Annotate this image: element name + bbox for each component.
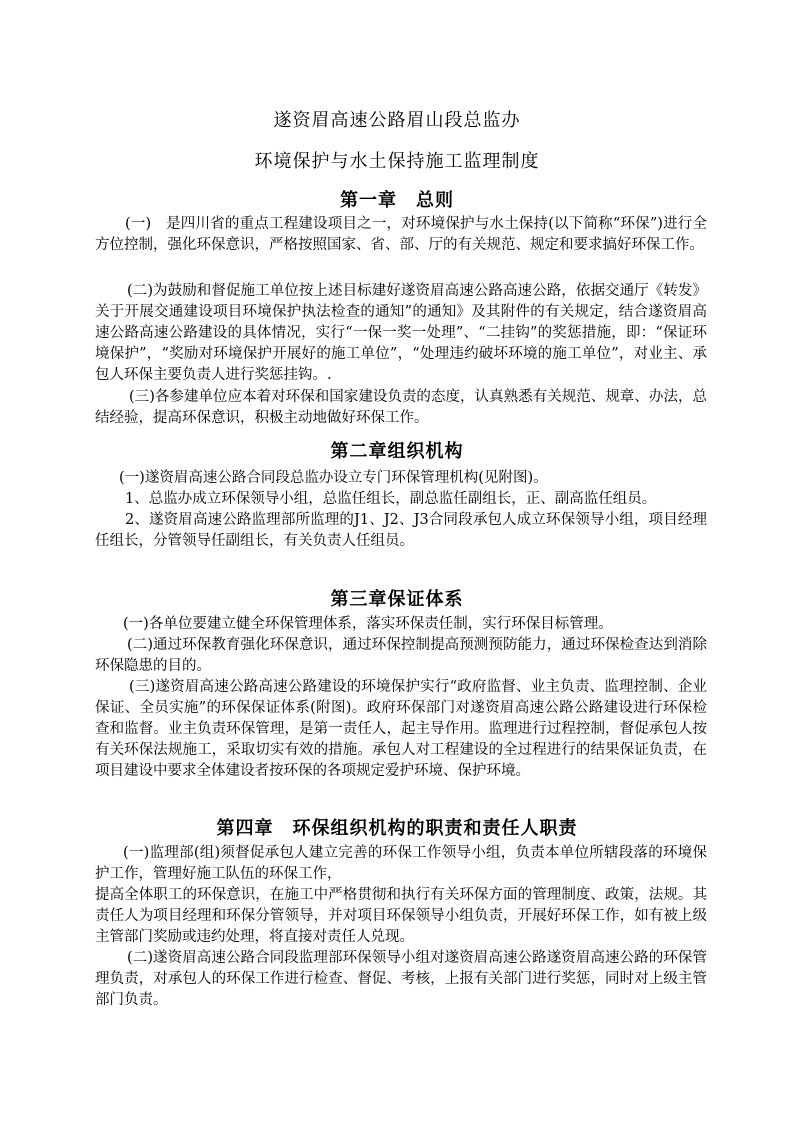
- chapter-1-paragraph-3: (三)各参建单位应本着对环保和国家建设负责的态度，认真熟悉有关规范、规章、办法，总结经验，提高环保意识，积极主动地做好环保工作。: [95, 389, 707, 426]
- chapter-2-paragraph-2: 1、总监办成立环保领导小组，总监任组长，副总监任副组长，正、副高监任组员。: [125, 491, 657, 507]
- chapter-3-paragraph-2: (二)通过环保教育强化环保意识，通过环保控制提高预测预防能力，通过环保检查达到消除环保隐患的目的。: [95, 637, 707, 674]
- document-title-line1: 遂资眉高速公路眉山段总监办: [273, 110, 521, 131]
- chapter-4-paragraph-1: (一)监理部(组)须督促承包人建立完善的环保工作领导小组，负责本单位所辖段落的环境保护工作，管理好施工队伍的环保工作，: [95, 845, 707, 882]
- chapter-4-heading: 第四章 环保组织机构的职责和责任人职责: [216, 818, 578, 839]
- document-title-line2: 环境保护与水土保持施工监理制度: [254, 151, 540, 172]
- chapter-3-paragraph-1: (一)各单位要建立健全环保管理体系，落实环保责任制，实行环保目标管理。: [123, 616, 613, 632]
- chapter-4-paragraph-2: 提高全体职工的环保意识，在施工中严格贯彻和执行有关环保方面的管理制度、政策，法规。其责任人为项目经理和环保分管领导，并对项目环保领导小组负责，开展好环保工作，如有被上级主管部门奖励或违约处理，将直接对责任人兑现。: [95, 887, 707, 945]
- chapter-3-paragraph-3: (三)遂资眉高速公路高速公路建设的环境保护实行“政府监督、业主负责、监理控制、企业保证、全员实施”的环保保证体系(附图)。政府环保部门对遂资眉高速公路公路建设进行环保检查和监督。业主负责环保管理，是第一责任人，起主导作用。监理进行过程控制，督促承包人按有关环保法规施工，采取切实有效的措施。承包人对工程建设的全过程进行的结果保证负责，在项目建设中要求全体建设者按环保的各项规定爱护环境、保护环境。: [95, 679, 707, 779]
- chapter-3-heading: 第三章保证体系: [330, 589, 464, 610]
- chapter-2-paragraph-1: (一)遂资眉高速公路合同段总监办设立专门环保管理机构(见附图)。: [119, 470, 548, 486]
- chapter-1-paragraph-1: (一) 是四川省的重点工程建设项目之一，对环境保护与水土保持(以下简称“环保”)进行全方位控制，强化环保意识，严格按照国家、省、部、厅的有关规范、规定和要求搞好环保工作。: [95, 216, 707, 253]
- chapter-1-heading: 第一章 总则: [340, 190, 454, 211]
- chapter-2-heading: 第二章组织机构: [330, 441, 464, 462]
- chapter-2-paragraph-3: 2、遂资眉高速公路监理部所监理的J1、J2、J3合同段承包人成立环保领导小组，项目经理任组长，分管领导任副组长，有关负责人任组员。: [95, 512, 707, 549]
- chapter-1-paragraph-2: (二)为鼓励和督促施工单位按上述目标建好遂资眉高速公路高速公路，依据交通厅《转发》关于开展交通建设项目环境保护执法检查的通知”的通知》及其附件的有关规定，结合遂资眉高速公路高速公路建设的具体情况，实行“一保一奖一处理”、“二挂钩”的奖惩措施，即：“保证环境保护”，“奖励对环境保护开展好的施工单位”，“处理违约破坏环境的施工单位”，对业主、承包人环保主要负责人进行奖惩挂钩。.: [95, 283, 707, 383]
- chapter-4-paragraph-3: (二)遂资眉高速公路合同段监理部环保领导小组对遂资眉高速公路遂资眉高速公路的环保管理负责，对承包人的环保工作进行检查、督促、考核，上报有关部门进行奖惩，同时对上级主管部门负责。: [95, 950, 707, 1008]
